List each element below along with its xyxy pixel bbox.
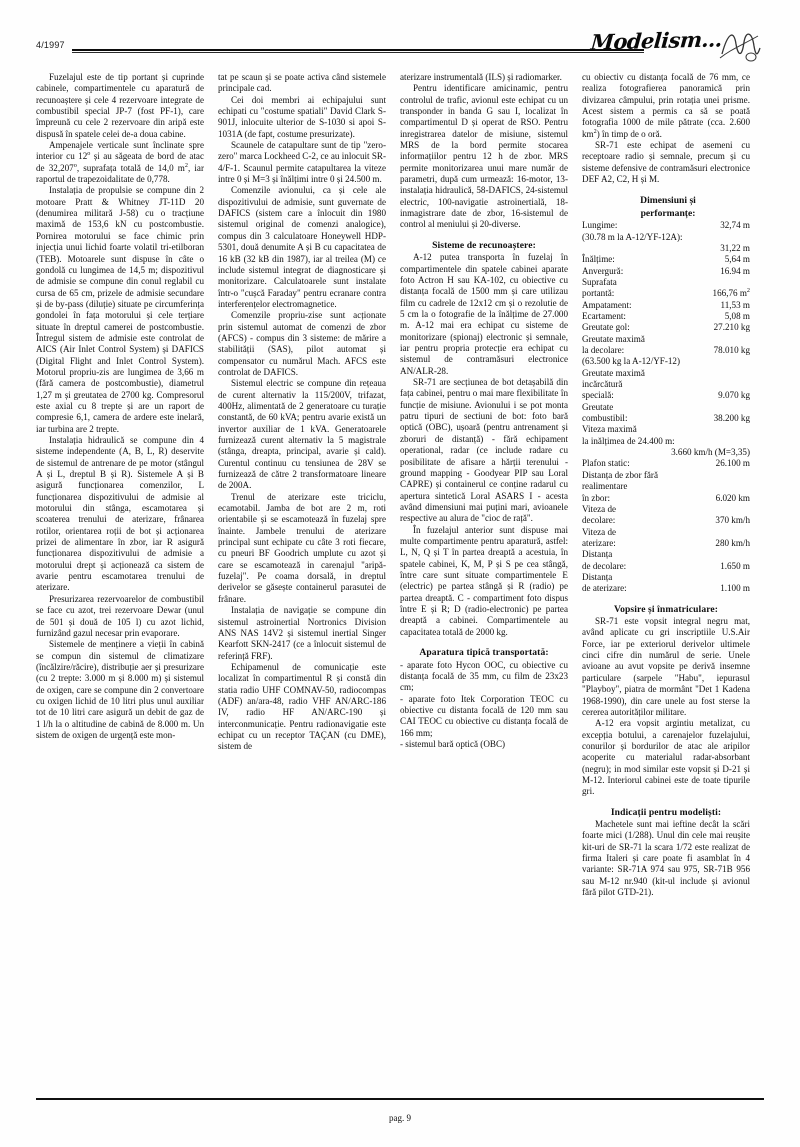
spec-row [582,493,750,504]
spec-label: aterizare: [582,537,616,548]
spec-row [582,424,750,435]
masthead [36,24,764,64]
body-paragraph: Instalația de propulsie se compune din 2 motoare Pratt & Whitney JT-11D 20 (denumirea militară J-58) cu o tracțiune maximă de 153,6 kN cu postcombustie. Pornirea motorului se face chimic prin injecția unui lichid foarte volatil tri-etilboran (TEB). Motoarele sunt dispuse în câte o gondolă cu lungimea de 14,5 m; dispozitivul de admisie se compune din conul reglabil cu cursa de 65 cm, prizele de admisie secundare și de by-pass (diluție) situate pe circumferința gondolei în fața motorului și cele terțiare situate în dreptul camerei de postcombustie. Întregul sistem de admisie este controlat de AICS (Air Inlet Control System) și DAFICS (Digital Flight and Inlet Control System). Motorul propriu-zis are lungimea de 3,66 m (fără camera de postcombustie), diametrul 1,27 m și greutatea de 2700 kg. Compresorul este axial cu 8 trepte și are un raport de compresie 6,1, camera de ardere este inelară, iar turbina are 2 trepte. [36,185,204,434]
spec-label: Distanța [582,549,613,560]
spec-row [582,266,750,277]
spec-row [582,220,750,231]
body-paragraph: Sistemele de menținere a vieții în cabină se compun din sistemul de climatizare (încălzire/răcire), distribuție aer și presurizare (cu 2 trepte: 3.000 m și 8.000 m) și sistemul de oxigen, care se compune din 2 convertoare cu oxigen lichid de 10 litri plus unul auxiliar tot de 10 litri care asigură un debit de gaz de 1 l/h la o altitudine de cabină de 8.000 m. Un sistem de oxigen de urgență este mon- [36,639,204,740]
spec-label: decolare: [582,515,616,526]
spec-label: Distanța de zbor fără [582,469,658,480]
spec-row [582,549,750,560]
spec-row [582,368,750,379]
body-paragraph: Instalația de navigație se compune din sistemul astroinertial Nortronics Division ANS NAS 14V2 și sistemul inertial Singer Kearfott SKN-2417 (ce a înlocuit sistemul de referință FRF). [218,605,386,661]
body-paragraph: cu obiectiv cu distanța focală de 76 mm, ce realiza fotografierea panoramică prin divizarea câmpului, prin rotația unei prisme. Acest sistem a permis ca să se poată fotografia 1000 de mile pătrate (cca. 2.600 $km^2$) în timp de o oră. [582,72,750,139]
spec-label: Plafon static: [582,458,630,469]
spec-label: Anvergură: [582,265,624,276]
spec-row [582,288,750,299]
section-heading: Vopsire și înmatriculare: [613,603,719,615]
spec-value: 9.070 kg [718,390,750,401]
spec-label: Ampatament: [582,299,632,310]
spec-row [582,515,750,526]
spec-value: 78.010 kg [713,345,750,356]
spec-label: de decolare: [582,560,627,571]
section-heading: Aparatura tipică transportată: [419,647,549,658]
spec-value: 11,53 m [720,299,750,310]
spec-label: realimentare [582,481,628,492]
spec-label: (63.500 kg la A-12/YF-12) [582,356,681,367]
spec-row [582,436,750,447]
body-paragraph: tat pe scaun și se poate activa când sistemele principale cad. [218,72,386,94]
spec-value: 38.200 kg [713,413,750,424]
body-paragraph: Scaunele de catapultare sunt de tip "zero-zero" marca Lockheed C-2, ce au inlocuit SR-4/F-1. Scaunul permite catapultarea la viteze intre 0 și M=3 și înălțimi intre 0 și 24.500 m. [218,140,386,185]
body-paragraph: Fuzelajul este de tip portant și cuprinde cabinele, compartimentele cu aparatură de recunoaștere și cele 4 rezervoare integrate de combustibil special JP-7 (fost PF-1), care împreună cu cele 2 rezervoare din aripă este dispusă în spatele celei de-a doua cabine. [36,72,204,139]
body-paragraph: Sistemul electric se compune din rețeaua de curent alternativ la 115/200V, trifazat, 400Hz, alimentată de 2 generatoare cu turație constantă, de 60 kVA; pentru avarie există un invertor auxiliar de 1 kVA. Generatoarele furnizează curent alternativ la 5 magistrale (stânga, dreapta, principal, avarie și cald). Curentul continuu cu tensiunea de 28V se furnizează de către 2 transformatoare lineare de 200A. [218,378,386,491]
spec-row [582,561,750,572]
spec-row [582,334,750,345]
body-paragraph: aterizare instrumentală (ILS) și radiomarker. [400,72,562,82]
body-paragraph: Comenzile avionului, ca și cele ale dispozitivului de admisie, sunt guvernate de DAFICS (sistem care a înlocuit din 1980 sistemul original de comenzi analogice), compus din 3 calculatoare Honeywell HDP-5301, două denumite A și B cu capacitatea de 16 kB (32 kB din 1987), iar al treilea (M) ce include sistemul integrat de diagnosticare și monitorizare. Calculatoarele sunt instalate într-o "cușcă Faraday" pentru ecranare contra interferențelor electromagnetice. [218,185,386,309]
spec-value: 5,08 m [724,311,750,321]
body-paragraph: - aparate foto Itek Corporation TEOC cu obiective cu distanta focală de 120 mm sau CAI TEOC cu obiective cu distanța focală de 166 mm; [400,693,568,738]
spec-label: de aterizare: [582,583,627,594]
spec-row [582,232,750,243]
issue-number: 4/1997 [36,40,65,50]
spec-row [582,402,750,413]
page-footer [36,1108,764,1126]
spec-label: incărcătură [582,379,623,390]
column-4 [582,72,750,1102]
spec-label: Viteza maximă [582,424,637,435]
spec-label: Ecartament: [582,311,626,321]
spec-table-title-line2: performanțe: [640,207,696,219]
column-2 [218,72,386,1102]
spec-value: 16.94 m [720,265,750,276]
specifications-list [582,220,750,594]
spec-row [582,322,750,333]
section-heading: Sisteme de recunoaștere: [432,239,536,251]
spec-row [582,254,750,265]
spec-row [582,447,750,458]
spec-value: 6.020 km [715,492,750,503]
spec-row [582,470,750,481]
spec-label: la decolare: [582,345,625,356]
spec-row [582,481,750,492]
spec-value: 166,76 $m^2$ [712,287,750,299]
footer-divider [36,1098,764,1100]
spec-label: Greutate [582,401,614,412]
spec-value: 31,22 m [720,242,750,253]
body-paragraph: SR-71 are secțiunea de bot detașabilă din fața cabinei, pentru o mai mare flexibilitate în funcție de misiune. Avionului i se pot monta patru tipuri de sectiuni de bot: foto bară optică (OBC), ușoară (pentru antrenament și zboruri de distanță) - fără echipament operational, radar (ce include radare cu posibilitate de afisare a hărții terenului - ground mapping - Goodyear PIP sau Loral CAPRE) și containerul ce conține radarul cu apertura sintetică Loral ASARS I - acesta având dimensiuni mai puțini mari, avioanele respective au alura de "cioc de rață". [400,377,568,524]
spec-value: 26.100 m [715,458,750,469]
body-paragraph: - sistemul bară optică (OBC) [400,738,506,749]
spec-value: 3.660 km/h (M=3,35) [671,447,750,458]
body-paragraph: A-12 putea transporta în fuzelaj în compartimentele din spatele cabinei aparate foto Actron H sau KA-102, cu obiective cu distanța focală de 1500 mm și care utilizau film cu cadrele de 12x12 cm și o rezolutie de 5 cm la o fotografie de la înălțime de 27.000 m. A-12 mai era echipat cu sisteme de monitorizare (spionaj) electronic și semnale, iar pentru propria protecție era echipat cu sistemul de contramăsuri electronice AN/ALR-28. [400,252,568,376]
spec-label: Înălțime: [582,254,615,265]
handwritten-scribble-icon [718,24,762,66]
spec-value: 27.210 kg [713,322,750,333]
spec-label: portantă: [582,288,615,299]
spec-row [582,583,750,594]
spec-row [582,300,750,311]
spec-row [582,356,750,367]
spec-label: Suprafata [582,276,617,287]
spec-value: 1.100 m [720,583,750,594]
body-paragraph: Instalația hidraulică se compune din 4 sisteme independente (A, B, L, R) deservite de sistemul de antrenare de pe motor (stângul A și L, dreptul B și R). Sistemele A și B asigură funcționarea comenzilor, L funcționarea dispozitivului de admisie al motorului din stânga, escamotarea și scoaterea trenului de aterizare, frânarea rotilor, orientarea roții de bot și acționarea prizei de alimentare în zbor, iar R asigură funcționarea dispozitivului de admisie a motorului drept și acționează ca sistem de avarie pentru escamotarea trenului de aterizare. [36,435,204,593]
spec-value: 1.650 m [720,560,750,571]
spec-label: (30.78 m la A-12/YF-12A): [582,231,683,242]
column-1 [36,72,204,1102]
article-columns [36,72,766,1102]
spec-label: combustibil: [582,413,628,424]
spec-label: în zbor: [582,492,611,503]
body-paragraph: SR-71 este vopsit integral negru mat, având aplicate cu gri inscriptiile U.S.Air Force, iar pe exteriorul derivelor ultimele cinci cifre din numărul de serie. Unele avioane au avut vopsite pe derivă insemne particulare (sarpele "Habu", iepurasul "Playboy", piatra de mormânt "Det 1 Kadena 1968-1990), din care unele au fost sterse la cererea autorităților militare. [582,616,750,717]
spec-row [582,345,750,356]
spec-table-title-line1: Dimensiuni și [640,195,696,207]
spec-value: 370 km/h [715,515,750,526]
body-paragraph: Trenul de aterizare este triciclu, ecamotabil. Jamba de bot are 2 m, roti orientabile și se escamotează în fuzelaj spre înainte. Jambele trenului de aterizare principal sunt echipate cu câte 3 roti fiecare, cu pneuri BF Goodrich umplute cu azot și care se escamotează in carenajul "aripă-fuzelaj". Pe coama dorsală, in dreptul derivelor se găsește containerul parasutei de frânare. [218,491,386,604]
body-paragraph: Comenzile propriu-zise sunt acționate prin sistemul automat de comenzi de zbor (AFCS) - compus din 3 sisteme: de mărire a stabilității (SAS), pilot automat și compensator cu numărul Mach. AFCS este controlat de DAFICS. [218,310,386,377]
spec-label: specială: [582,390,614,401]
spec-row [582,277,750,288]
spec-label: Greutate gol: [582,322,630,333]
body-paragraph: SR-71 este echipat de asemeni cu receptoare radio și semnale, precum și cu sisteme defensive de contramăsuri electronice DEF A2, C2, H și M. [582,140,750,185]
masthead-rule [72,49,644,51]
spec-row [582,527,750,538]
spec-label: Greutate maximă [582,367,645,378]
body-paragraph: Ampenajele verticale sunt înclinate spre interior cu 12$^o$ și au săgeata de bord de atac de 32,207$^o$, suprafața totală de 14,0 $m^2$, iar raportul de trapezoidalitate de 0,778. [36,140,204,185]
spec-label: Viteza de [582,526,617,537]
spec-row [582,538,750,549]
spec-row [582,504,750,515]
body-paragraph: A-12 era vopsit argintiu metalizat, cu excepția botului, a carenajelor fuzelajului, conurilor și bordurilor de atac ale aripilor acoperite cu materialul radar-absorbant (negru); in mod similar este vopsit și D-21 și M-12. Interiorul cabinei este de toate tipurile gri. [582,718,750,797]
body-paragraph: Pentru identificare amicinamic, pentru controlul de trafic, avionul este echipat cu un transponder in banda G sau I, localizat în compartimentul D și operat de RSO. Pentru inregistrarea datelor de misiune, sistemul MRS de la bord permite stocarea informațiilor pentru 12 h de zbor. MRS permite monitorizarea unui mare număr de parametri, după cum urmează: 16-motor, 13-instalația hidraulică, 58-DAFICS, 24-sistemul electric, 100-navigatie astroinertială, 18-inmagistrare date de zbor, 16-sistemul de control al meniului și 20-diverse. [400,83,568,230]
body-paragraph: Cei doi membri ai echipajului sunt echipati cu "costume spatiali" David Clark S-901J, inlocuite ulterior de S-1030 si apoi S-1031A (de fapt, costume presurizate). [218,94,386,139]
spec-label: Viteza de [582,503,617,514]
body-paragraph: Machetele sunt mai ieftine decât la scări foarte mici (1/288). Unul din cele mai reușite kit-uri de SR-71 la scara 1/72 este realizat de firma Italeri și care poate fi asamblat în 4 variante: SR-71A 974 sau 975, SR-71B 956 sau M-12 nr.940 (kit-ul include și avionul fără pilot GTD-21). [582,819,750,898]
spec-label: Lungime: [582,220,618,231]
body-paragraph: Echipamenul de comunicație este localizat în compartimentul R și constă din statia radio UHF COMNAV-50, radiocompas (ADF) an/ara-48, radio VHF AN/ARC-186 IV, radio HF AN/ARC-190 și interconmunicație. Pentru radionavigatie este echipat cu un receptor TAÇAN (cu DME), sistem de [218,661,386,752]
section-heading: Indicații pentru modeliști: [610,806,722,818]
spec-value: 32,74 m [720,220,750,231]
spec-row [582,572,750,583]
spec-row [582,390,750,401]
spec-value: 5,64 m [724,254,750,265]
spec-label: la inălțimea de 24.400 m: [582,435,675,446]
spec-row [582,243,750,254]
spec-label: Distanța [582,571,613,582]
body-paragraph: Presurizarea rezervoarelor de combustibil se face cu azot, trei rezervoare Dewar (unul de 501 și două de 105 l) cu azot lichid, furnizând gazul necesar prin evaporare. [36,593,204,638]
page-number: pag. 9 [389,1113,411,1123]
column-3 [400,72,568,1102]
magazine-logo: Modelism... [590,26,724,55]
spec-row [582,379,750,390]
spec-value: 280 km/h [715,537,750,548]
spec-label: Greutate maximă [582,333,645,344]
body-paragraph: În fuzelajul anterior sunt dispuse mai multe compartimente pentru aparatură, astfel: L, N, Q și T în partea dreaptă a acestuia, în spatele cabinei, K, M, P și S pe cea stângă, între care sunt situate compartimentele E (electric) pe partea stângă și R (radio) pe partea dreaptă. C - compartiment foto dispus între E și R; D (radio-electronic) pe partea dreaptă a cabinei. Compartimentele au capacitatea totală de 2000 kg. [400,524,568,637]
spec-row [582,458,750,469]
spec-row [582,413,750,424]
body-paragraph: - aparate foto Hycon OOC, cu obiective cu distanța focală de 35 mm, cu film de 23x23 cm; [400,659,568,693]
spec-row [582,311,750,322]
